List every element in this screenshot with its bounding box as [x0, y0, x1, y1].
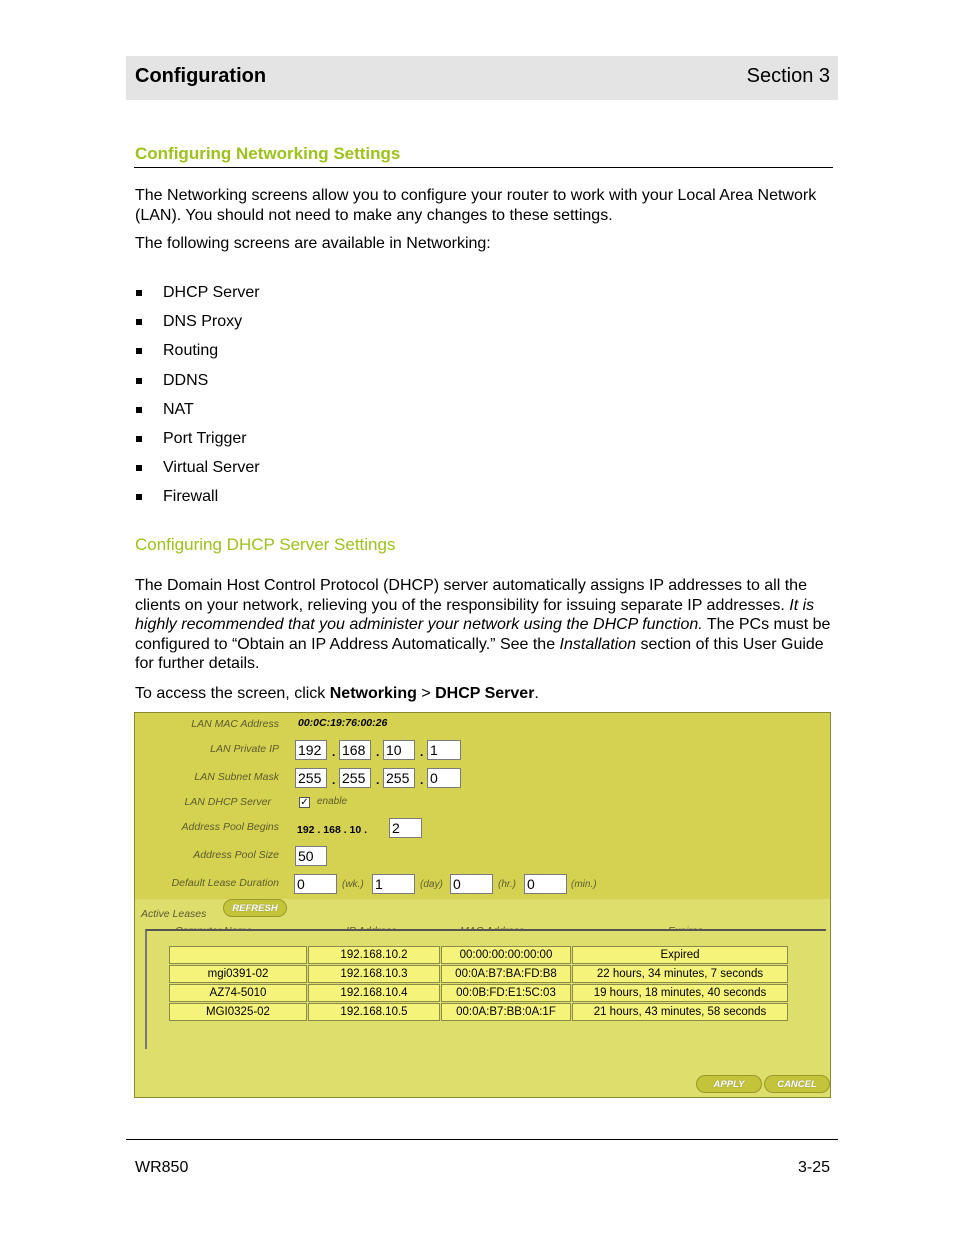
list-item: NAT	[136, 398, 260, 427]
mask-label: LAN Subnet Mask	[194, 771, 279, 783]
dhcp-paragraph	[135, 576, 835, 674]
ip-octet-3[interactable]	[383, 740, 415, 760]
dot: .	[332, 773, 336, 787]
lease-days-input[interactable]	[372, 874, 415, 894]
table-row	[169, 946, 788, 964]
available-paragraph: The following screens are available in Networking:	[135, 235, 491, 252]
table-cell: 00:00:00:00:00:00	[441, 946, 571, 964]
mask-octet-4[interactable]	[427, 768, 461, 788]
screen-list	[136, 281, 260, 515]
table-cell: 192.168.10.3	[308, 965, 440, 983]
ip-octet-4[interactable]	[427, 740, 461, 760]
mask-octet-1[interactable]	[295, 768, 327, 788]
list-item: Virtual Server	[136, 456, 260, 485]
list-item: DHCP Server	[136, 281, 260, 310]
pool-size-label: Address Pool Size	[193, 849, 279, 861]
list-item: DDNS	[136, 369, 260, 398]
table-row	[169, 984, 788, 1002]
dot: .	[376, 745, 380, 759]
list-item: DNS Proxy	[136, 310, 260, 339]
page-number: 3-25	[797, 1159, 830, 1176]
table-cell: 19 hours, 18 minutes, 40 seconds	[572, 984, 788, 1002]
dot: .	[376, 773, 380, 787]
text-run: The PCs must be configured to “Obtain an IP Address Automatically.” See the	[135, 616, 831, 653]
text-run-bold: DHCP Server	[435, 685, 535, 702]
pool-size-input[interactable]	[295, 846, 327, 866]
text-run-italic: Installation	[559, 635, 637, 653]
hours-unit: (hr.)	[498, 879, 516, 890]
leases-table	[168, 945, 789, 1022]
dot: .	[420, 745, 424, 759]
table-cell: 192.168.10.2	[308, 946, 440, 964]
ip-octet-1[interactable]	[295, 740, 327, 760]
mac-label: LAN MAC Address	[191, 718, 279, 730]
dhcp-heading: Configuring DHCP Server Settings	[135, 535, 396, 554]
refresh-button[interactable]: REFRESH	[223, 899, 287, 917]
text-run: The Domain Host Control Protocol (DHCP) server automatically assigns IP addresses to all the clients on your network, relieving you of the responsibility for issuing separate IP addresses.	[135, 577, 807, 614]
text-run-italic: It is highly recommended that you administer your network using the DHCP function.	[135, 596, 815, 633]
table-cell: 22 hours, 34 minutes, 7 seconds	[572, 965, 788, 983]
table-cell: mgi0391-02	[169, 965, 307, 983]
table-row	[169, 1003, 788, 1021]
dhcp-server-label: LAN DHCP Server	[184, 796, 271, 808]
list-item: Routing	[136, 339, 260, 368]
apply-button[interactable]: APPLY	[696, 1075, 762, 1093]
pool-begin-input[interactable]	[389, 818, 422, 838]
table-cell: Expired	[572, 946, 788, 964]
intro-paragraph: The Networking screens allow you to configure your router to work with your Local Area Network (LAN). You should not need to make any changes to these settings.	[135, 187, 817, 224]
lease-weeks-input[interactable]	[294, 874, 337, 894]
lease-hours-input[interactable]	[450, 874, 493, 894]
dot: .	[332, 745, 336, 759]
mac-value: 00:0C:19:76:00:26	[298, 717, 388, 729]
minutes-unit: (min.)	[571, 879, 597, 890]
pool-begin-label: Address Pool Begins	[181, 821, 279, 833]
weeks-unit: (wk.)	[342, 879, 364, 890]
list-item: Port Trigger	[136, 427, 260, 456]
days-unit: (day)	[420, 879, 443, 890]
dhcp-server-screen	[134, 712, 831, 1098]
header-title: Configuration	[135, 65, 267, 87]
table-cell: 00:0B:FD:E1:5C:03	[441, 984, 571, 1002]
table-cell: MGI0325-02	[169, 1003, 307, 1021]
enable-label: enable	[317, 796, 348, 807]
dot: .	[420, 773, 424, 787]
section-title: Configuring Networking Settings	[135, 144, 401, 163]
mask-octet-2[interactable]	[339, 768, 371, 788]
dhcp-enable-checkbox[interactable]: ✓	[300, 797, 309, 808]
cancel-button[interactable]: CANCEL	[764, 1075, 830, 1093]
table-cell: 192.168.10.4	[308, 984, 440, 1002]
access-paragraph	[135, 684, 835, 704]
lease-duration-label: Default Lease Duration	[171, 877, 279, 889]
lease-minutes-input[interactable]	[524, 874, 567, 894]
table-cell: 21 hours, 43 minutes, 58 seconds	[572, 1003, 788, 1021]
table-cell: 00:0A:B7:BB:0A:1F	[441, 1003, 571, 1021]
ip-label: LAN Private IP	[210, 743, 279, 755]
text-run: >	[416, 685, 436, 702]
section-label: Section 3	[746, 65, 830, 87]
table-row	[169, 965, 788, 983]
list-item: Firewall	[136, 485, 260, 514]
ip-octet-2[interactable]	[339, 740, 371, 760]
footer-model: WR850	[135, 1159, 189, 1176]
footer-divider	[126, 1139, 838, 1140]
text-run: section of this User Guide for further details.	[135, 635, 824, 672]
table-cell: 192.168.10.5	[308, 1003, 440, 1021]
text-run: .	[534, 685, 539, 702]
text-run-bold: Networking	[329, 685, 417, 702]
mask-octet-3[interactable]	[383, 768, 415, 788]
pool-prefix: 192 . 168 . 10 .	[297, 824, 368, 836]
table-cell: 00:0A:B7:BA:FD:B8	[441, 965, 571, 983]
section-divider	[134, 167, 833, 168]
active-leases-section	[135, 899, 830, 1097]
table-cell: AZ74-5010	[169, 984, 307, 1002]
active-leases-label: Active Leases	[141, 908, 207, 920]
table-cell	[169, 946, 307, 964]
text-run: To access the screen, click	[135, 685, 330, 702]
